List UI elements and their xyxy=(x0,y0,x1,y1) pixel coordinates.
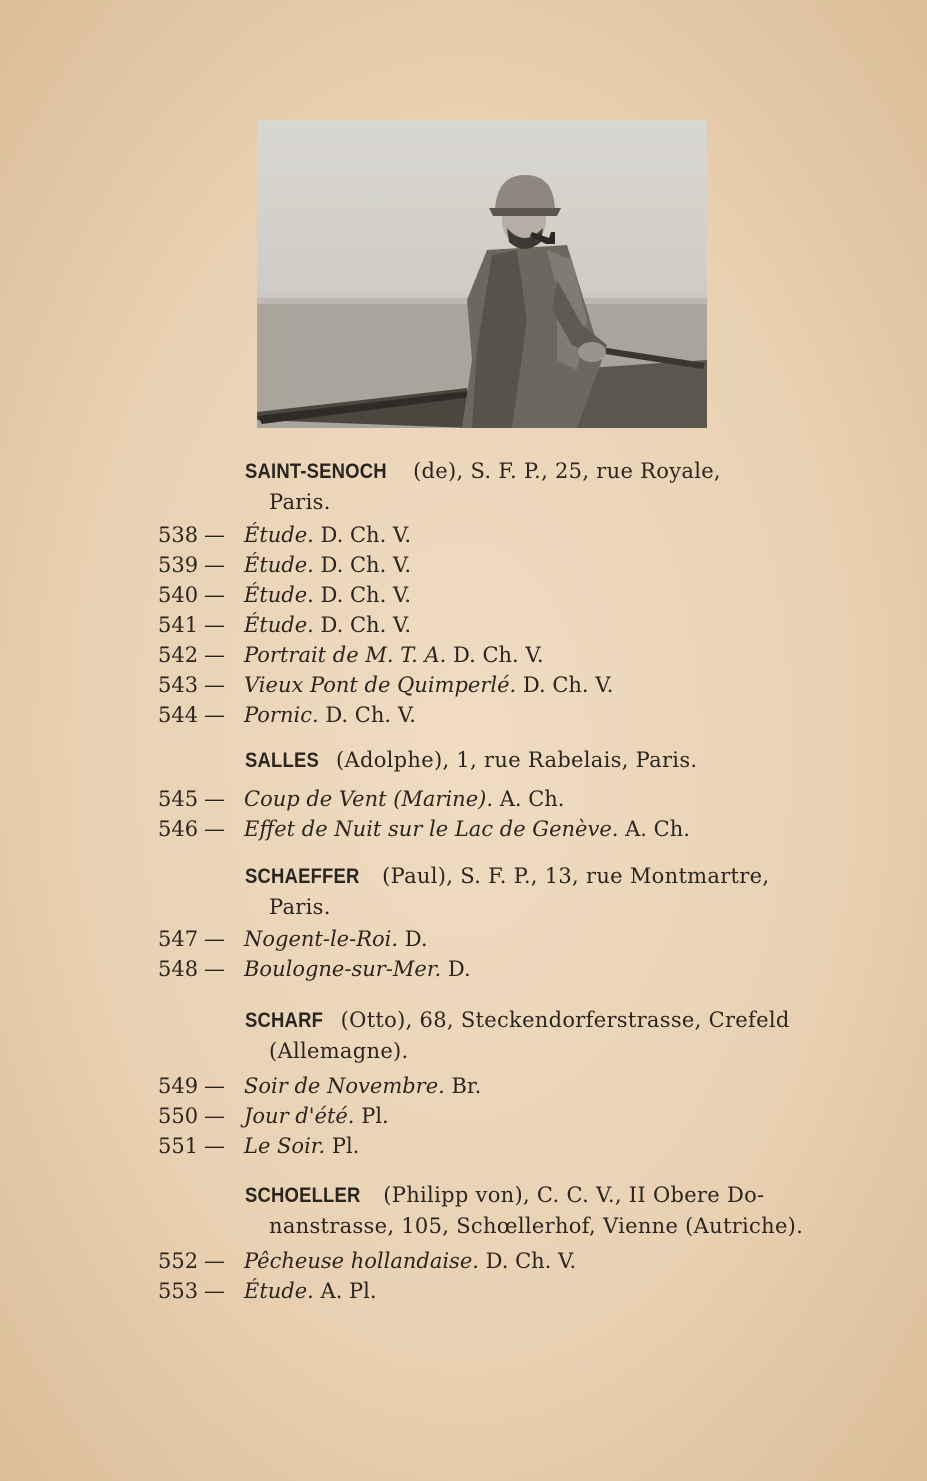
work-medium: D. Ch. V. xyxy=(320,613,412,637)
dash: — xyxy=(204,927,225,951)
artist-heading xyxy=(245,1005,810,1067)
work-title: Étude. xyxy=(244,523,314,547)
work-medium: A. Pl. xyxy=(320,1279,377,1303)
dash: — xyxy=(204,673,225,697)
work-entry xyxy=(158,550,818,580)
work-number: 550 xyxy=(158,1104,199,1128)
work-entry xyxy=(158,700,818,730)
work-medium: D. xyxy=(447,957,471,981)
work-entry xyxy=(158,1276,818,1306)
work-number: 539 xyxy=(158,553,199,577)
work-title: Jour d'été. xyxy=(244,1104,355,1128)
artist-name: SCHAEFFER xyxy=(245,865,360,888)
work-medium: D. Ch. V. xyxy=(320,553,412,577)
fisherman-photograph xyxy=(257,120,707,428)
dash: — xyxy=(204,1249,225,1273)
artist-details-continued: Paris. xyxy=(269,895,331,919)
artist-details-continued: Paris. xyxy=(269,490,331,514)
dash: — xyxy=(204,957,225,981)
work-number: 552 xyxy=(158,1249,199,1273)
work-number: 547 xyxy=(158,927,199,951)
dash: — xyxy=(204,553,225,577)
work-title: Coup de Vent (Marine). xyxy=(244,787,493,811)
work-entry xyxy=(158,1131,818,1161)
work-medium: D. Ch. V. xyxy=(453,643,544,667)
artist-heading xyxy=(245,745,810,776)
artist-name: SALLES xyxy=(245,749,319,772)
work-medium: D. Ch. V. xyxy=(320,523,412,547)
work-medium: D. Ch. V. xyxy=(325,703,416,727)
dash: — xyxy=(204,613,225,637)
fisherman-photo-image xyxy=(257,120,707,428)
work-title: Étude. xyxy=(244,1279,314,1303)
work-entry xyxy=(158,670,818,700)
work-medium: D. Ch. V. xyxy=(320,583,412,607)
work-entry xyxy=(158,1071,818,1101)
work-entry xyxy=(158,784,818,814)
artist-details: (Paul), S. F. P., 13, rue Montmartre, xyxy=(375,864,770,888)
work-medium: Pl. xyxy=(331,1134,360,1158)
artist-details: (Otto), 68, Steckendorferstrasse, Crefeld xyxy=(333,1008,790,1032)
dash: — xyxy=(204,787,225,811)
work-number: 540 xyxy=(158,583,199,607)
artist-heading xyxy=(245,861,810,923)
work-title: Boulogne-sur-Mer. xyxy=(244,957,442,981)
artist-details: (Adolphe), 1, rue Rabelais, Paris. xyxy=(329,748,698,772)
artist-name: SCHARF xyxy=(245,1009,324,1032)
dash: — xyxy=(204,643,225,667)
work-entry xyxy=(158,640,818,670)
artist-heading xyxy=(245,1180,810,1242)
artist-details: (Philipp von), C. C. V., II Obere Do- xyxy=(376,1183,765,1207)
work-title: Le Soir. xyxy=(244,1134,326,1158)
work-number: 553 xyxy=(158,1279,199,1303)
work-number: 541 xyxy=(158,613,199,637)
artist-name: SCHOELLER xyxy=(245,1184,361,1207)
work-number: 548 xyxy=(158,957,199,981)
dash: — xyxy=(204,1104,225,1128)
work-medium: A. Ch. xyxy=(499,787,565,811)
work-number: 543 xyxy=(158,673,199,697)
work-title: Nogent-le-Roi. xyxy=(244,927,399,951)
work-number: 546 xyxy=(158,817,199,841)
dash: — xyxy=(204,523,225,547)
work-entry xyxy=(158,954,818,984)
work-entry xyxy=(158,1246,818,1276)
artist-details-continued: nanstrasse, 105, Schœllerhof, Vienne (Autriche). xyxy=(269,1214,804,1238)
work-medium: D. Ch. V. xyxy=(522,673,614,697)
artist-name: SAINT-SENOCH xyxy=(245,460,387,483)
work-medium: Pl. xyxy=(361,1104,389,1128)
work-entry xyxy=(158,814,818,844)
artist-heading xyxy=(245,456,810,518)
work-title: Effet de Nuit sur le Lac de Genève. xyxy=(244,817,619,841)
work-number: 544 xyxy=(158,703,199,727)
work-title: Soir de Novembre. xyxy=(244,1074,445,1098)
work-title: Vieux Pont de Quimperlé. xyxy=(244,673,517,697)
work-number: 551 xyxy=(158,1134,199,1158)
dash: — xyxy=(204,817,225,841)
artist-details-continued: (Allemagne). xyxy=(269,1039,409,1063)
work-number: 545 xyxy=(158,787,199,811)
work-entry xyxy=(158,520,818,550)
dash: — xyxy=(204,703,225,727)
dash: — xyxy=(204,1279,225,1303)
work-number: 538 xyxy=(158,523,199,547)
dash: — xyxy=(204,583,225,607)
work-entry xyxy=(158,610,818,640)
work-title: Pornic. xyxy=(244,703,319,727)
work-title: Portrait de M. T. A. xyxy=(244,643,447,667)
work-title: Étude. xyxy=(244,583,314,607)
artist-details: (de), S. F. P., 25, rue Royale, xyxy=(406,459,721,483)
work-title: Étude. xyxy=(244,553,314,577)
work-number: 549 xyxy=(158,1074,199,1098)
work-medium: D. Ch. V. xyxy=(485,1249,577,1273)
dash: — xyxy=(204,1134,225,1158)
work-medium: A. Ch. xyxy=(625,817,690,841)
work-title: Pêcheuse hollandaise. xyxy=(244,1249,479,1273)
work-entry xyxy=(158,1101,818,1131)
work-number: 542 xyxy=(158,643,199,667)
work-medium: Br. xyxy=(451,1074,482,1098)
work-medium: D. xyxy=(404,927,428,951)
work-title: Étude. xyxy=(244,613,314,637)
work-entry xyxy=(158,924,818,954)
work-entry xyxy=(158,580,818,610)
dash: — xyxy=(204,1074,225,1098)
